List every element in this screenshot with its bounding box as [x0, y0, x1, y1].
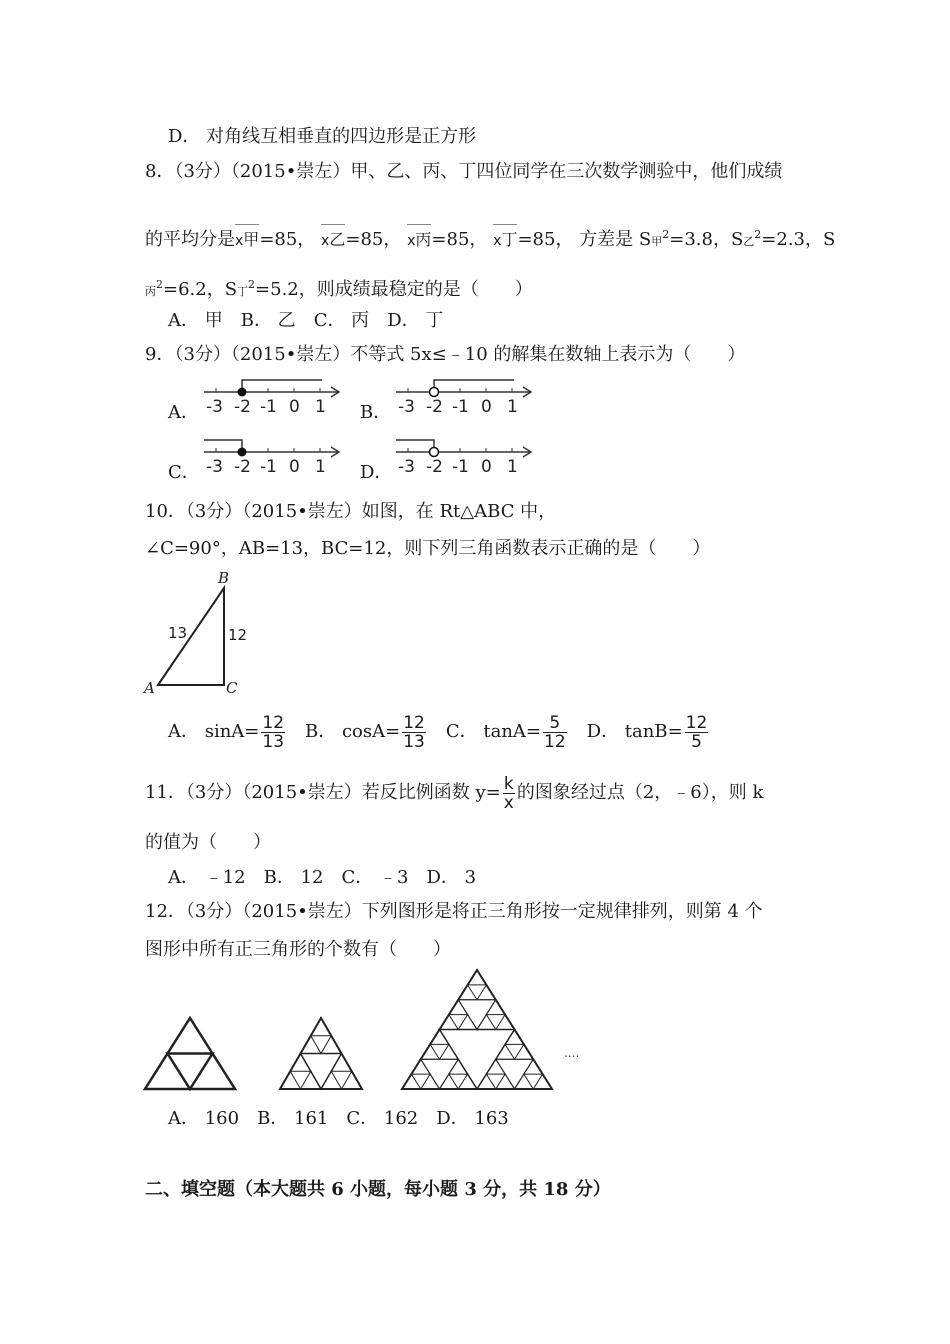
q10-option-a[interactable]: A． sinA= $\frac{12}{13}$	[168, 712, 285, 752]
figure-2	[280, 1018, 362, 1089]
vertex-b: B	[218, 569, 230, 587]
svg-text:-3: -3	[398, 457, 415, 477]
svg-text:-1: -1	[452, 457, 469, 477]
figure-3	[402, 970, 552, 1089]
svg-text:1: 1	[315, 397, 326, 417]
q8-stem-line3: 丙$^2$=6.2，S丁$^2$=5.2，则成绩最稳定的是（ ）	[145, 278, 533, 300]
svg-text:-2: -2	[426, 457, 443, 477]
q9-option-d-number-line[interactable]	[392, 432, 542, 482]
q8-option-b[interactable]: B． 乙	[240, 310, 296, 331]
q7-option-d: D． 对角线互相垂直的四边形是正方形	[168, 126, 477, 147]
vertex-a: A	[144, 679, 155, 697]
svg-text:-1: -1	[260, 397, 277, 417]
svg-text:-1: -1	[452, 397, 469, 417]
q10-option-c[interactable]: C． tanA= $\frac{5}{12}$	[445, 712, 566, 752]
q12-stem-line2: 图形中所有正三角形的个数有（ ）	[145, 939, 451, 960]
mean-yi: x乙	[321, 228, 345, 253]
q9-option-d-label[interactable]: D．	[360, 462, 393, 483]
svg-text:-3: -3	[206, 397, 223, 417]
q10-option-b[interactable]: B． cosA= $\frac{12}{13}$	[305, 712, 425, 752]
q9-option-b-number-line[interactable]	[392, 372, 542, 422]
svg-text:-3: -3	[398, 397, 415, 417]
q11-fraction-k-over-x: $\frac{k}{x}$	[503, 773, 514, 813]
q9-option-a-label[interactable]: A．	[168, 402, 199, 423]
q8-option-a[interactable]: A． 甲	[168, 310, 223, 331]
q11-stem-line2: 的值为（ ）	[145, 832, 271, 853]
q8-option-c[interactable]: C． 丙	[313, 310, 370, 331]
q11-stem-line1: 11．（3分）（2015•崇左）若反比例函数 y= $\frac{k}{x}$ 的图象经过点（2，﹣6），则 k	[145, 773, 764, 813]
q10-right-triangle-figure	[140, 568, 260, 698]
q12-option-c[interactable]: C． 162	[346, 1108, 419, 1129]
q8-options	[168, 309, 461, 333]
svg-text:-2: -2	[234, 457, 251, 477]
svg-text:1: 1	[507, 457, 518, 477]
svg-text:0: 0	[289, 397, 300, 417]
svg-text:-1: -1	[260, 457, 277, 477]
svg-text:-3: -3	[206, 457, 223, 477]
q12-triangle-pattern-figure	[140, 965, 590, 1095]
side-bc-length: 12	[228, 626, 248, 644]
q12-option-b[interactable]: B． 161	[257, 1108, 329, 1129]
q9-option-c-label[interactable]: C．	[168, 462, 200, 483]
q11-option-d[interactable]: D． 3	[426, 867, 477, 888]
mean-ding: x丁	[493, 228, 517, 253]
section-2-heading: 二、填空题（本大题共 6 小题，每小题 3 分，共 18 分）	[145, 1179, 611, 1200]
mean-jia: x甲	[235, 228, 259, 253]
q12-stem-line1: 12．（3分）（2015•崇左）下列图形是将正三角形按一定规律排列，则第 4 个	[145, 901, 763, 922]
mean-bing: x丙	[407, 228, 431, 253]
q12-option-d[interactable]: D． 163	[436, 1108, 509, 1129]
svg-text:-2: -2	[426, 397, 443, 417]
svg-text:0: 0	[289, 457, 300, 477]
q10-stem-line2: ∠C=90°，AB=13，BC=12，则下列三角函数表示正确的是（ ）	[145, 538, 711, 559]
q10-options	[168, 712, 728, 752]
q11-option-a[interactable]: A． ﹣12	[168, 867, 246, 888]
q8-stem-line2: 的平均分是x甲=85， x乙=85， x丙=85， x丁=85， 方差是 S甲$^2$=3.8，S乙$^2$=2.3，S	[145, 223, 835, 254]
svg-text:1: 1	[507, 397, 518, 417]
q10-stem-line1: 10．（3分）（2015•崇左）如图，在 Rt△ABC 中，	[145, 501, 557, 522]
svg-text:0: 0	[481, 397, 492, 417]
q9-option-a-number-line[interactable]	[200, 372, 350, 422]
q8-stem-line1: 8．（3分）（2015•崇左）甲、乙、丙、丁四位同学在三次数学测验中，他们成绩	[145, 161, 783, 182]
svg-text:0: 0	[481, 457, 492, 477]
q9-option-b-label[interactable]: B．	[360, 402, 392, 423]
q11-options	[168, 866, 494, 890]
q9-option-c-number-line[interactable]	[200, 432, 350, 482]
q11-option-c[interactable]: C． ﹣3	[341, 867, 409, 888]
q10-option-d[interactable]: D． tanB= $\frac{12}{5}$	[586, 712, 708, 752]
svg-text:1: 1	[315, 457, 326, 477]
ellipsis: ....	[564, 1046, 580, 1060]
q11-option-b[interactable]: B． 12	[263, 867, 324, 888]
q12-options	[168, 1107, 527, 1131]
figure-1	[145, 1018, 235, 1089]
side-ab-length: 13	[168, 624, 188, 642]
q8-var-prefix: 方差是 S	[579, 229, 652, 250]
svg-text:-2: -2	[234, 397, 251, 417]
q12-option-a[interactable]: A． 160	[168, 1108, 240, 1129]
q8-avg-prefix: 的平均分是	[145, 229, 235, 250]
q9-stem: 9．（3分）（2015•崇左）不等式 5x≤﹣10 的解集在数轴上表示为（ ）	[145, 344, 746, 365]
q8-option-d[interactable]: D． 丁	[387, 310, 444, 331]
vertex-c: C	[226, 679, 238, 697]
